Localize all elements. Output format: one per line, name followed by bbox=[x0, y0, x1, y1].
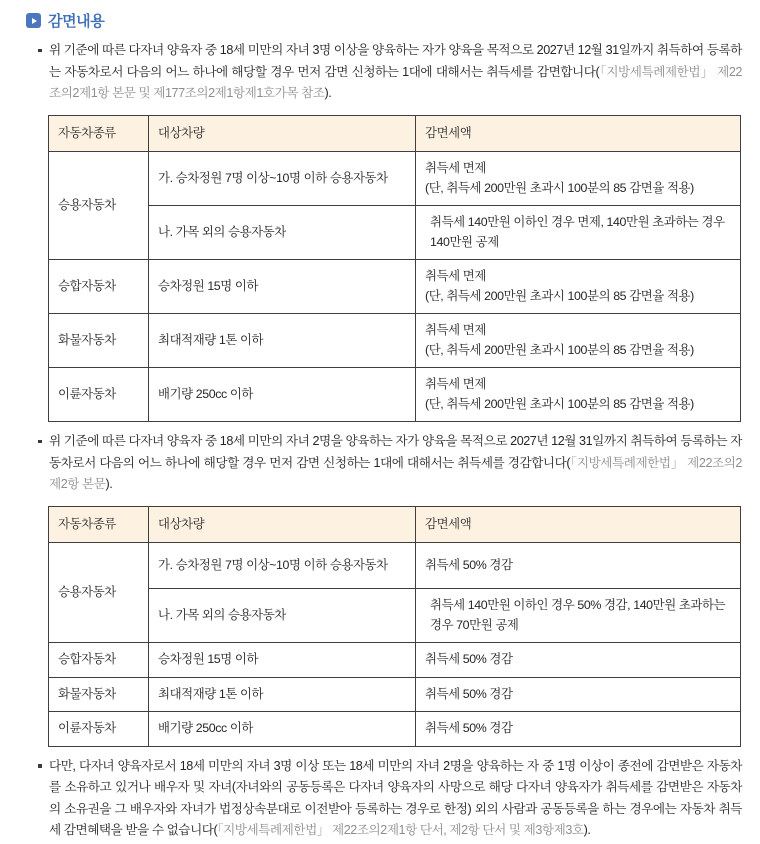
cell-amount: 취득세 50% 경감 bbox=[416, 712, 741, 747]
table-row bbox=[49, 260, 741, 314]
cell-kind: 승합자동차 bbox=[49, 643, 149, 678]
column-header-amount: 감면세액 bbox=[416, 506, 741, 543]
column-header-kind: 자동차종류 bbox=[49, 115, 149, 152]
cell-target: 배기량 250cc 이하 bbox=[149, 712, 416, 747]
cell-kind: 승용자동차 bbox=[49, 152, 149, 260]
cell-kind: 이륜자동차 bbox=[49, 712, 149, 747]
paragraph-reduction-intro bbox=[38, 431, 742, 496]
cell-amount: 취득세 면제 (단, 취득세 200만원 초과시 100분의 85 감면율 적용) bbox=[416, 368, 741, 422]
cell-amount: 취득세 면제 (단, 취득세 200만원 초과시 100분의 85 감면율 적용) bbox=[416, 260, 741, 314]
cell-amount: 취득세 50% 경감 bbox=[416, 543, 741, 589]
cell-amount: 취득세 면제 (단, 취득세 200만원 초과시 100분의 85 감면율 적용) bbox=[416, 152, 741, 206]
legal-reference: 「지방세특례제한법」 제22조의2제1항 본문 및 제177조의2제1항제1호가목 참조 bbox=[49, 64, 742, 100]
cell-kind: 화물자동차 bbox=[49, 677, 149, 712]
column-header-amount: 감면세액 bbox=[416, 115, 741, 152]
cell-kind: 승합자동차 bbox=[49, 260, 149, 314]
cell-kind: 화물자동차 bbox=[49, 314, 149, 368]
paragraph-body: 위 기준에 따른 다자녀 양육자 중 18세 미만의 자녀 2명을 양육하는 자가 양육을 목적으로 2027년 12월 31일까지 취득하여 등록하는 자동차로서 다음의 어느 하나에 해당할 경우 먼저 감면 신청하는 1대에 대해서는 취득세를 경감합니다( bbox=[49, 434, 742, 470]
cell-amount: 취득세 면제 (단, 취득세 200만원 초과시 100분의 85 감면율 적용) bbox=[416, 314, 741, 368]
cell-target: 최대적재량 1톤 이하 bbox=[149, 314, 416, 368]
cell-target: 나. 가목 외의 승용자동차 bbox=[149, 589, 416, 643]
cell-target: 최대적재량 1톤 이하 bbox=[149, 677, 416, 712]
cell-target: 배기량 250cc 이하 bbox=[149, 368, 416, 422]
cell-amount: 취득세 50% 경감 bbox=[416, 643, 741, 678]
cell-amount: 취득세 140만원 이하인 경우 50% 경감, 140만원 초과하는 경우 70만원 공제 bbox=[416, 589, 741, 643]
table-row bbox=[49, 206, 741, 260]
cell-kind: 이륜자동차 bbox=[49, 368, 149, 422]
table-header-row bbox=[49, 506, 741, 543]
cell-target: 승차정원 15명 이하 bbox=[149, 643, 416, 678]
cell-target: 가. 승차정원 7명 이상~10명 이하 승용자동차 bbox=[149, 543, 416, 589]
reduction-table-wrap bbox=[48, 506, 740, 747]
legal-reference: 「지방세특례제한법」 제22조의2제1항 단서, 제2항 단서 및 제3항제3호 bbox=[217, 823, 584, 837]
paragraph-body: 위 기준에 따른 다자녀 양육자 중 18세 미만의 자녀 3명 이상을 양육하는 자가 양육을 목적으로 2027년 12월 31일까지 취득하여 등록하는 자동차로서 다음의 어느 하나에 해당할 경우 먼저 감면 신청하는 1대에 대해서는 취득세를 감면합니다( bbox=[49, 43, 742, 79]
table-row bbox=[49, 368, 741, 422]
table-row bbox=[49, 643, 741, 678]
paragraph-tail: ). bbox=[583, 823, 591, 837]
table-row bbox=[49, 589, 741, 643]
cell-amount: 취득세 140만원 이하인 경우 면제, 140만원 초과하는 경우 140만원 공제 bbox=[416, 206, 741, 260]
legal-reference: 「지방세특례제한법」 제22조의2제2항 본문 bbox=[49, 455, 742, 491]
reduction-table bbox=[48, 506, 741, 747]
exemption-table bbox=[48, 115, 741, 423]
column-header-target: 대상차량 bbox=[149, 115, 416, 152]
cell-kind: 승용자동차 bbox=[49, 543, 149, 643]
table-row bbox=[49, 677, 741, 712]
paragraph-tail: ). bbox=[105, 477, 113, 491]
paragraph-exclusion-note bbox=[38, 756, 742, 842]
paragraph-exemption-intro bbox=[38, 40, 742, 105]
table-row bbox=[49, 152, 741, 206]
page-title: 감면내용 bbox=[48, 13, 105, 30]
cell-target: 나. 가목 외의 승용자동차 bbox=[149, 206, 416, 260]
table-header-row bbox=[49, 115, 741, 152]
cell-target: 가. 승차정원 7명 이상~10명 이하 승용자동차 bbox=[149, 152, 416, 206]
section-header bbox=[0, 0, 760, 31]
paragraph-tail: ). bbox=[324, 86, 332, 100]
table-row bbox=[49, 314, 741, 368]
cell-amount: 취득세 50% 경감 bbox=[416, 677, 741, 712]
paragraph-body: 다만, 다자녀 양육자로서 18세 미만의 자녀 3명 이상 또는 18세 미만의 자녀 2명을 양육하는 자 중 1명 이상이 종전에 감면받은 자동차를 소유하고 있거나 배우자 및 자녀(자녀와의 공동등록은 다자녀 양육자의 사망으로 해당 다자녀 양육자가 취득세를 감면받은 자동차의 소유권을 그 배우자와 자녀가 법정상속분대로 이전받아 등록하는 경우로 한정) 외의 사람과 공동등록을 하는 경우에는 자동차 취득세 감면혜택을 받을 수 없습니다( bbox=[49, 758, 742, 837]
exemption-table-wrap bbox=[48, 115, 740, 423]
play-triangle-icon bbox=[26, 13, 41, 28]
table-row bbox=[49, 543, 741, 589]
column-header-target: 대상차량 bbox=[149, 506, 416, 543]
column-header-kind: 자동차종류 bbox=[49, 506, 149, 543]
table-row bbox=[49, 712, 741, 747]
cell-target: 승차정원 15명 이하 bbox=[149, 260, 416, 314]
